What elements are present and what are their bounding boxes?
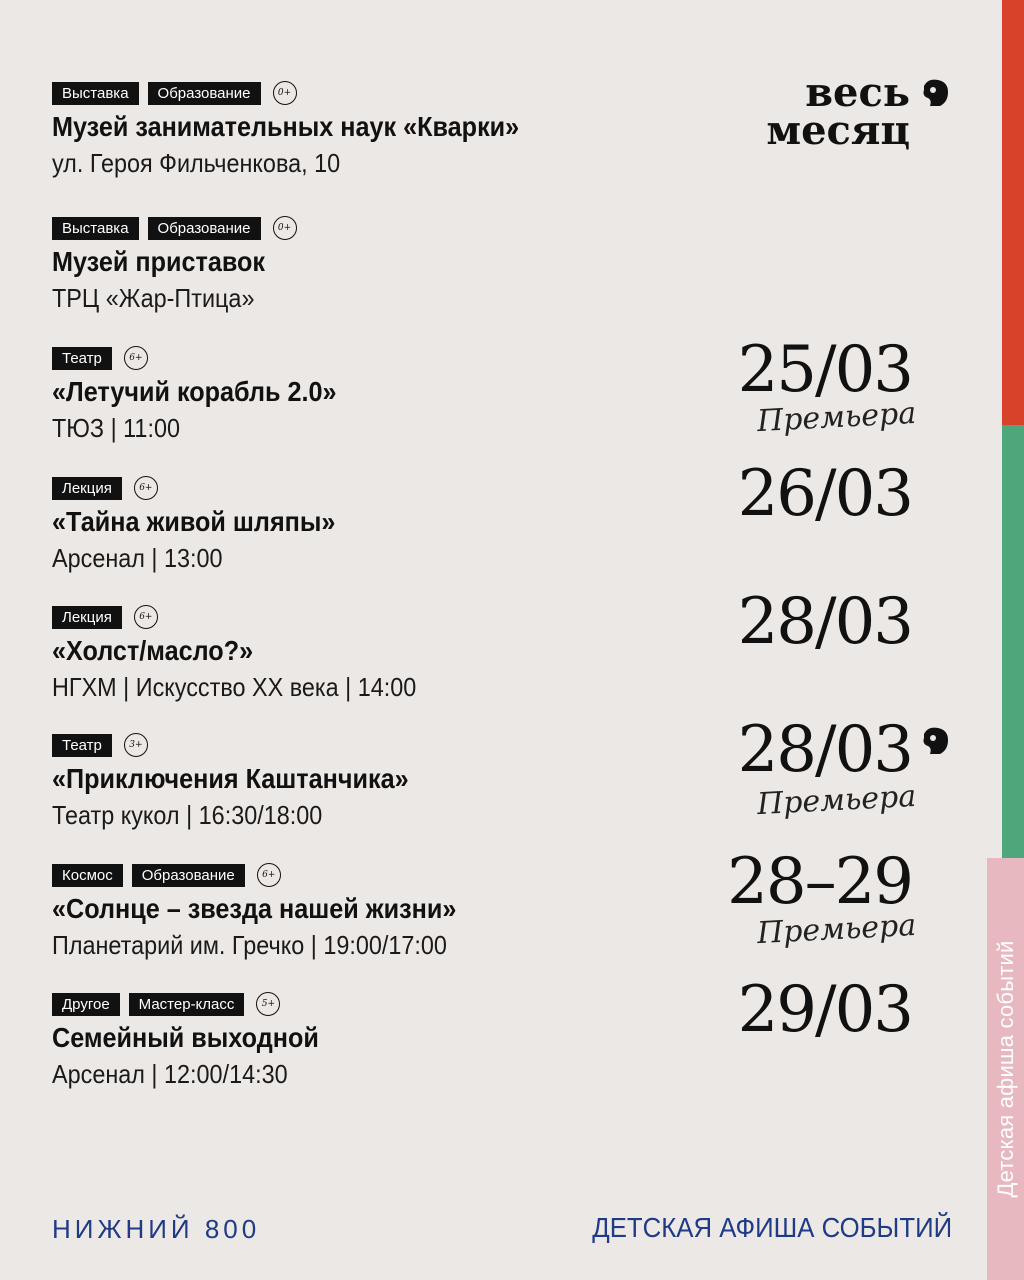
age-rating-badge: 6+ [124, 346, 148, 370]
month-heading [766, 69, 910, 154]
event-place: ТЮЗ | 11:00 [52, 413, 180, 443]
premiere-label: Премьера [756, 778, 917, 823]
event-item [52, 80, 571, 180]
portrait-icon [918, 76, 952, 110]
event-item [52, 604, 457, 704]
event-tag: Выставка [52, 217, 139, 240]
event-place: Арсенал | 13:00 [52, 543, 223, 573]
age-rating-badge: 6+ [134, 476, 158, 500]
event-tags [52, 215, 297, 241]
side-label-box [987, 858, 1024, 1280]
event-tag: Другое [52, 993, 120, 1016]
event-tag: Лекция [52, 606, 122, 629]
event-place: ул. Героя Фильченкова, 10 [52, 148, 341, 178]
event-item [52, 732, 448, 832]
event-title: Семейный выходной [52, 1022, 319, 1053]
age-rating-badge: 6+ [134, 605, 158, 629]
age-rating-badge: 0+ [273, 81, 297, 105]
event-tags [52, 862, 501, 888]
event-date: 29/03 [737, 973, 912, 1047]
event-title: Музей приставок [52, 246, 266, 277]
event-date: 28/03 [737, 585, 912, 659]
event-tags [52, 475, 367, 501]
side-label: Детская афиша событий [992, 940, 1018, 1198]
footer-caption: ДЕТСКАЯ АФИША СОБЫТИЙ [592, 1212, 952, 1243]
event-title: «Летучий корабль 2.0» [52, 376, 337, 407]
event-item [52, 345, 368, 445]
event-tag: Театр [52, 347, 112, 370]
event-item [52, 862, 501, 962]
event-item [52, 475, 367, 575]
event-tag: Образование [148, 217, 261, 240]
event-tag: Мастер-класс [129, 993, 245, 1016]
event-tag: Космос [52, 864, 123, 887]
age-rating-badge: 5+ [256, 992, 280, 1016]
event-place: ТРЦ «Жар-Птица» [52, 283, 255, 313]
event-tag: Образование [148, 82, 261, 105]
brand-logo: НИЖНИЙ 800 [52, 1214, 261, 1244]
event-tags [52, 732, 448, 758]
event-tags [52, 345, 368, 371]
event-title: «Солнце – звезда нашей жизни» [52, 893, 457, 924]
event-tag: Театр [52, 734, 112, 757]
event-date: 26/03 [737, 457, 912, 531]
month-line-2: месяц [766, 107, 910, 154]
event-title: «Тайна живой шляпы» [52, 506, 336, 537]
age-rating-badge: 3+ [124, 733, 148, 757]
event-tags [52, 80, 571, 106]
event-place: Арсенал | 12:00/14:30 [52, 1059, 288, 1089]
premiere-label: Премьера [756, 395, 917, 440]
event-tag: Выставка [52, 82, 139, 105]
event-tag: Лекция [52, 477, 122, 500]
event-title: «Приключения Каштанчика» [52, 763, 409, 794]
age-rating-badge: 6+ [257, 863, 281, 887]
month-line-1: весь [805, 69, 910, 116]
event-tags [52, 604, 457, 630]
event-date: 25/03 [737, 333, 912, 407]
age-rating-badge: 0+ [273, 216, 297, 240]
event-tags [52, 991, 348, 1017]
event-date: 28–29 [727, 845, 912, 919]
event-tag: Образование [132, 864, 245, 887]
green-stripe [1002, 425, 1024, 858]
event-item [52, 215, 297, 315]
event-date: 28/03 [737, 713, 912, 787]
event-title: «Холст/масло?» [52, 635, 254, 666]
portrait-icon [918, 724, 952, 758]
event-place: Планетарий им. Гречко | 19:00/17:00 [52, 930, 447, 960]
event-place: Театр кукол | 16:30/18:00 [52, 800, 323, 830]
event-item [52, 991, 348, 1091]
event-place: НГХМ | Искусство XX века | 14:00 [52, 672, 417, 702]
red-stripe [1002, 0, 1024, 425]
event-title: Музей занимательных наук «Кварки» [52, 111, 520, 142]
premiere-label: Премьера [756, 907, 917, 952]
